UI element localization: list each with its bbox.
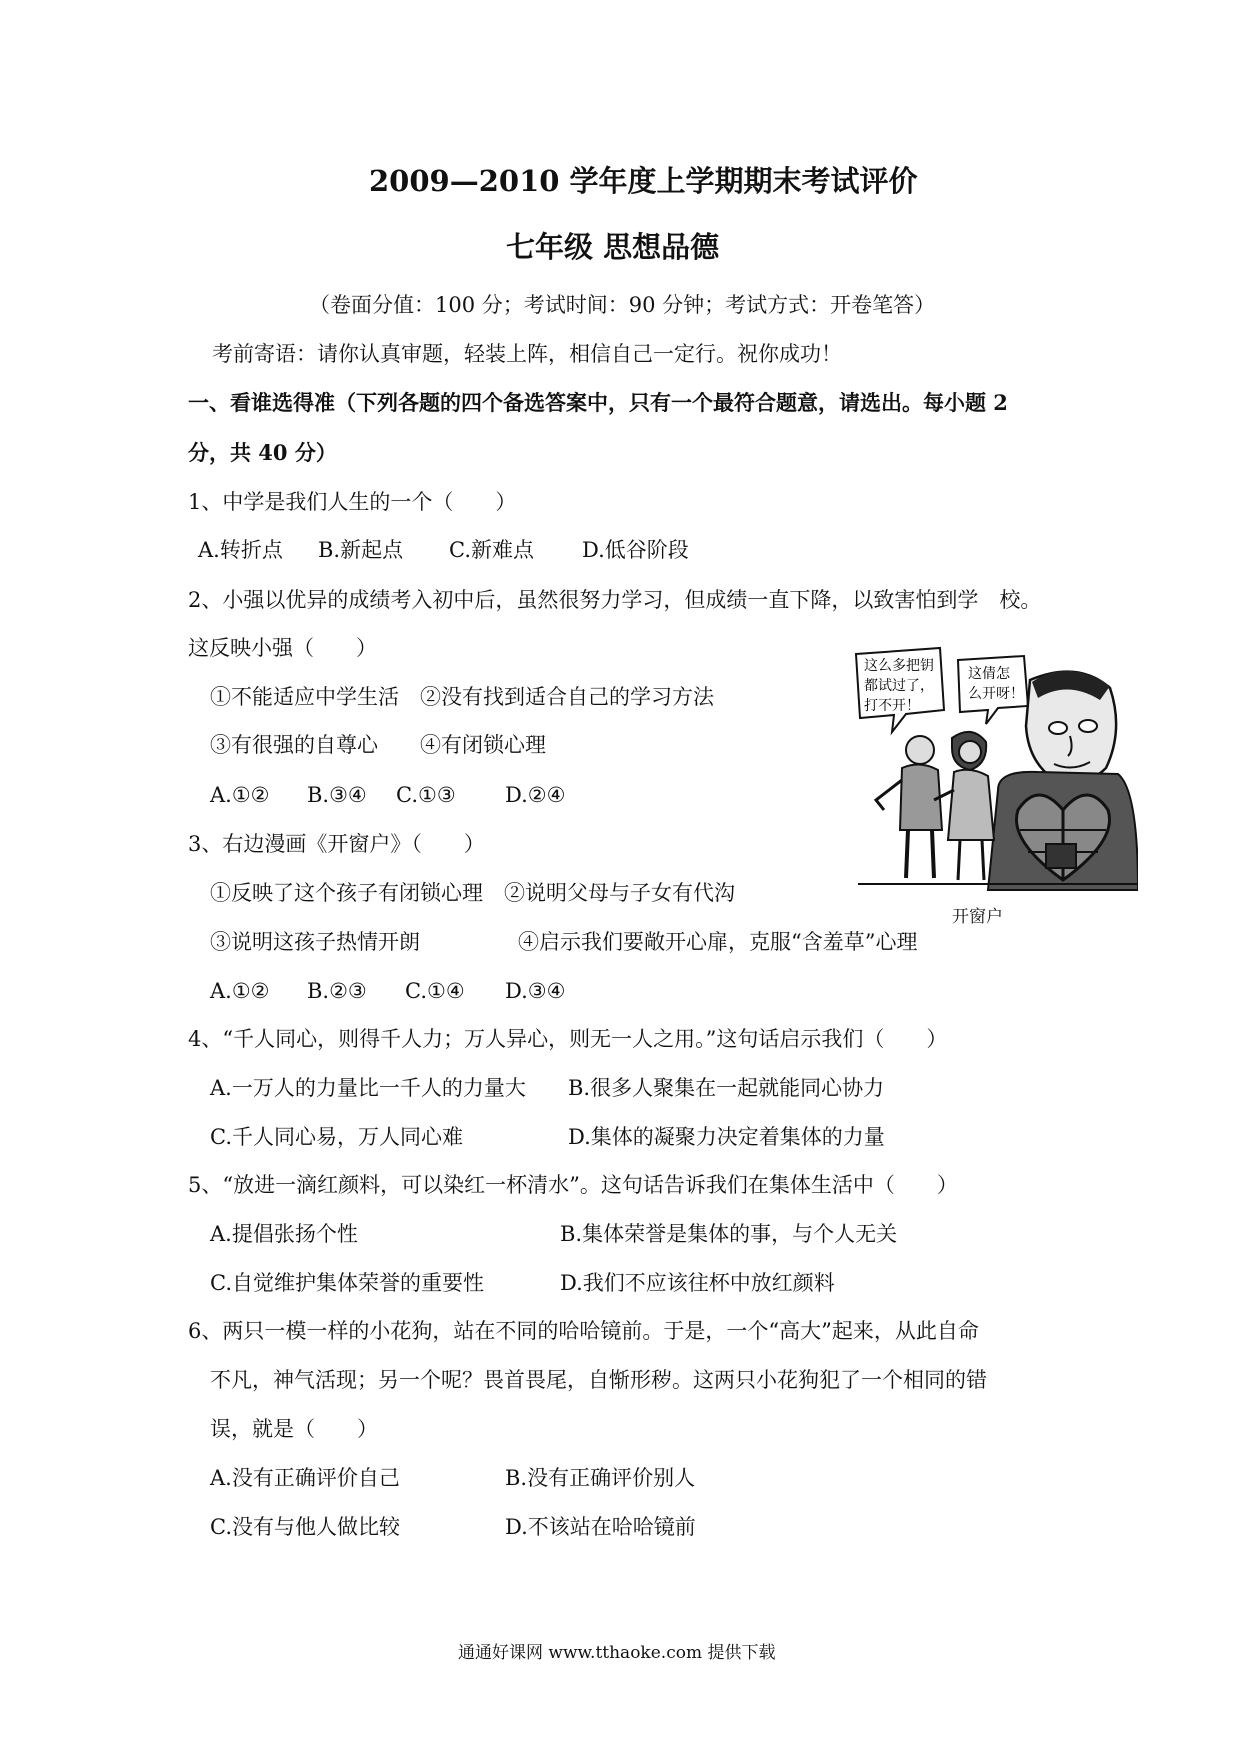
q5-option-b: B.集体荣誉是集体的事，与个人无关	[560, 1222, 898, 1246]
q2-option-b: B.③④	[307, 783, 367, 807]
section-heading-line2: 分，共 40 分）	[188, 440, 337, 465]
exam-subtitle: 七年级 思想品德	[506, 230, 720, 264]
q1-option-a: A.转折点	[198, 538, 283, 562]
q3-option-d: D.③④	[505, 979, 566, 1003]
q5-option-c: C.自觉维护集体荣誉的重要性	[210, 1271, 484, 1295]
q3-items-line2b: ④启示我们要敞开心扉，克服“含羞草”心理	[518, 930, 918, 954]
q2-items-line2: ③有很强的自尊心 ④有闭锁心理	[210, 733, 546, 757]
q2-option-c: C.①③	[396, 783, 456, 807]
q4-option-d: D.集体的凝聚力决定着集体的力量	[568, 1125, 885, 1149]
q1-option-d: D.低谷阶段	[582, 538, 689, 562]
q1-option-c: C.新难点	[449, 538, 534, 562]
q6-option-a: A.没有正确评价自己	[210, 1466, 400, 1490]
q6-option-c: C.没有与他人做比较	[210, 1515, 400, 1539]
q6-stem-line1: 6、两只一模一样的小花狗，站在不同的哈哈镜前。于是，一个“高大”起来，从此自命	[188, 1319, 979, 1343]
q5-option-d: D.我们不应该往杯中放红颜料	[560, 1271, 835, 1295]
cartoon-bubble-left-line2: 都试过了，	[864, 678, 934, 694]
cartoon-bubble-right-line1: 这倩怎	[968, 666, 1010, 682]
q3-items-line2a: ③说明这孩子热情开朗	[210, 930, 420, 954]
q2-stem-line1: 2、小强以优异的成绩考入初中后，虽然很努力学习，但成绩一直下降，以致害怕到学 校。	[188, 588, 1042, 612]
q4-option-a: A.一万人的力量比一千人的力量大	[210, 1076, 526, 1100]
q6-option-d: D.不该站在哈哈镜前	[505, 1515, 696, 1539]
q3-stem: 3、右边漫画《开窗户》（ ）	[188, 832, 485, 856]
exam-title: 2009—2010 学年度上学期期末考试评价	[369, 164, 918, 198]
exam-message: 考前寄语：请你认真审题，轻装上阵，相信自己一定行。祝你成功！	[212, 342, 842, 366]
q3-option-c: C.①④	[405, 979, 465, 1003]
cartoon-bubble-left-line3: 打不开！	[864, 698, 920, 714]
q5-stem: 5、“放进一滴红颜料，可以染红一杯清水”。这句话告诉我们在集体生活中（ ）	[188, 1173, 958, 1197]
footer-text: 通通好课网 www.tthaoke.com 提供下载	[458, 1643, 776, 1663]
q6-stem-line3: 误，就是（ ）	[210, 1417, 378, 1441]
q6-stem-line2: 不凡，神气活现；另一个呢？畏首畏尾，自惭形秽。这两只小花狗犯了一个相同的错	[210, 1368, 987, 1392]
q5-option-a: A.提倡张扬个性	[210, 1222, 358, 1246]
q2-option-d: D.②④	[505, 783, 566, 807]
q1-option-b: B.新起点	[318, 538, 404, 562]
q3-option-b: B.②③	[307, 979, 367, 1003]
q1-stem: 1、中学是我们人生的一个（ ）	[188, 490, 517, 514]
q4-option-c: C.千人同心易，万人同心难	[210, 1125, 463, 1149]
section-heading-line1: 一、看谁选得准（下列各题的四个备选答案中，只有一个最符合题意，请选出。每小题 2	[188, 390, 1008, 415]
q3-option-a: A.①②	[210, 979, 270, 1003]
cartoon-illustration	[848, 640, 1138, 920]
q4-stem: 4、“千人同心，则得千人力；万人异心，则无一人之用。”这句话启示我们（ ）	[188, 1027, 948, 1051]
cartoon-open-window	[848, 640, 1138, 920]
cartoon-bubble-left-line1: 这么多把钥	[864, 658, 934, 674]
q3-items-line1: ①反映了这个孩子有闭锁心理 ②说明父母与子女有代沟	[210, 881, 735, 905]
cartoon-bubble-right-line2: 么开呀！	[968, 686, 1024, 702]
q2-option-a: A.①②	[210, 783, 270, 807]
cartoon-caption: 开窗户	[952, 907, 1003, 927]
q2-stem-line2: 这反映小强（ ）	[188, 636, 377, 660]
q4-option-b: B.很多人聚集在一起就能同心协力	[568, 1076, 885, 1100]
q6-option-b: B.没有正确评价别人	[505, 1466, 696, 1490]
exam-info: （卷面分值：100 分；考试时间：90 分钟；考试方式：开卷笔答）	[309, 293, 936, 317]
q2-items-line1: ①不能适应中学生活 ②没有找到适合自己的学习方法	[210, 685, 714, 709]
